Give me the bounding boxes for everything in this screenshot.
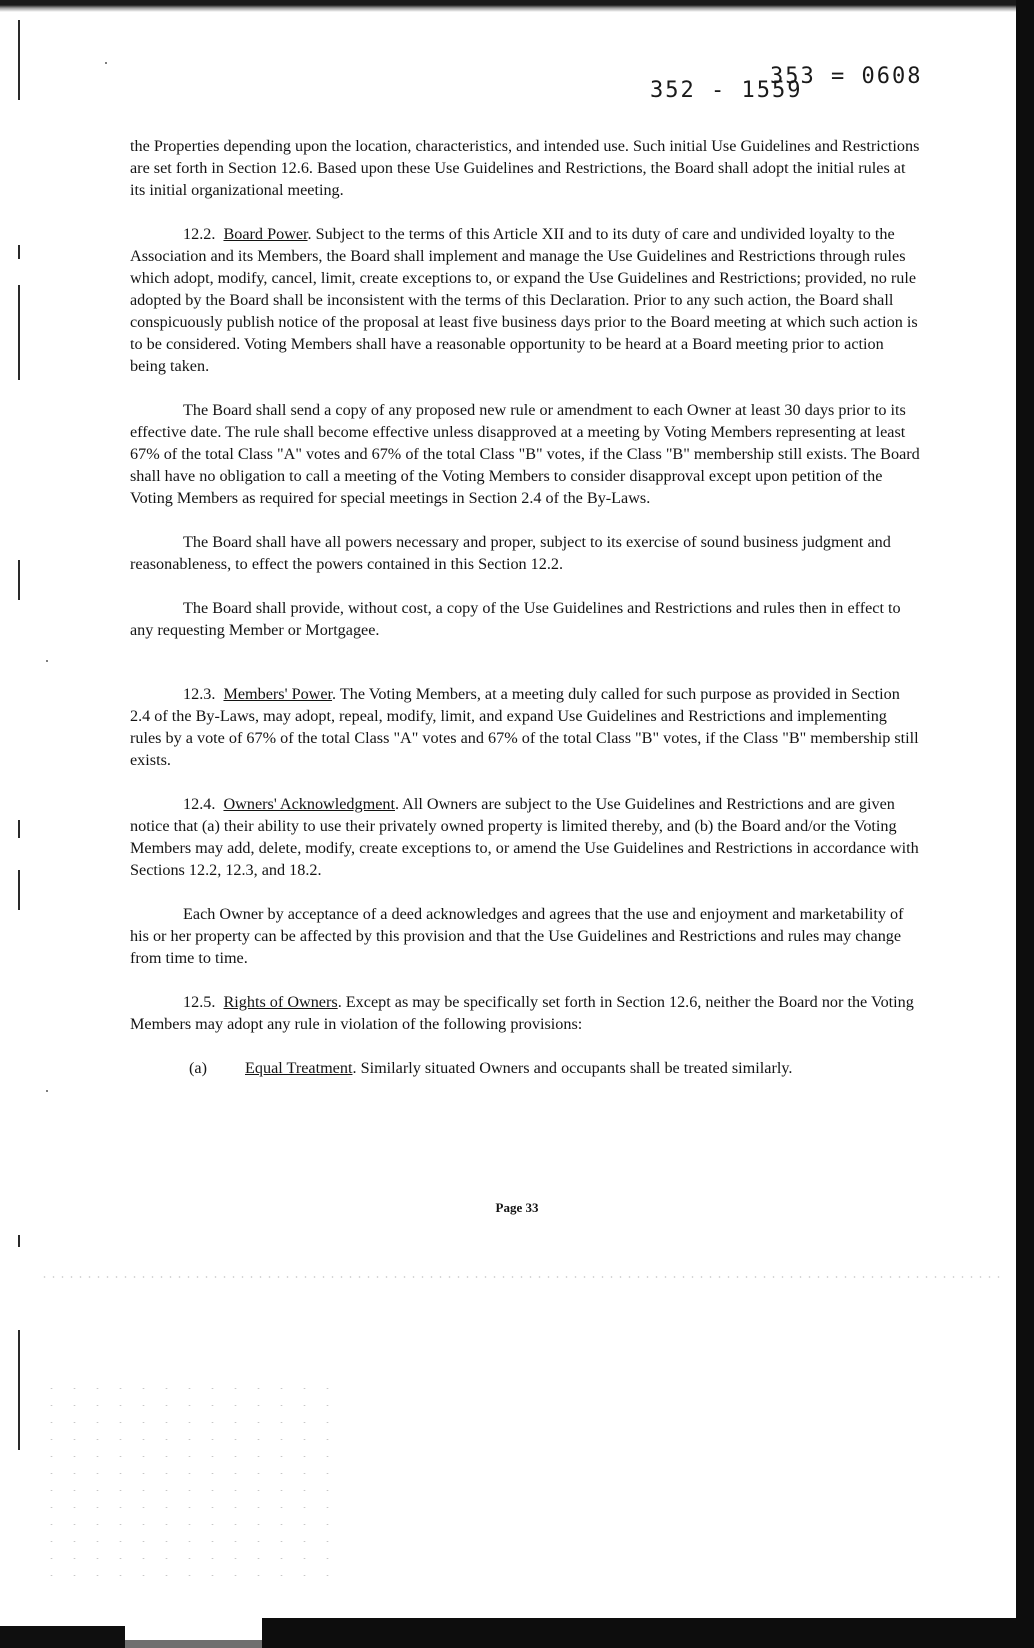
section-number: 12.4. — [183, 795, 216, 813]
scan-left-marks — [18, 0, 30, 1648]
section-number: 12.3. — [183, 685, 216, 703]
section-text: . All Owners are subject to the Use Guidelines and Restrictions and are given notice that (a) their ability to use their privately owned property is limited thereby, and (b) the Board and/or the Voting Members may add, delete, modify, create exceptions to, or amend the Use Guidelines and Restrictions in accordance with Sections 12.2, 12.3, and 18.2. — [130, 795, 919, 879]
scan-noise-area — [40, 1380, 340, 1580]
recording-stamp — [650, 62, 930, 112]
list-item-heading: Equal Treatment — [245, 1059, 353, 1077]
section-12-5 — [130, 991, 920, 1035]
section-number: 12.5. — [183, 993, 216, 1011]
section-number: 12.2. — [183, 225, 216, 243]
list-item-a — [130, 1057, 920, 1079]
section-12-2-paragraph-3: The Board shall have all powers necessary and proper, subject to its exercise of sound business judgment and reasonableness, to effect the powers contained in this Section 12.2. — [130, 533, 891, 573]
intro-paragraph: the Properties depending upon the location, characteristics, and intended use. Such initial Use Guidelines and Restrictions are set forth in Section 12.6. Based upon these Use Guidelines and Restrictions, the Board shall adopt the initial rules at its initial organizational meeting. — [130, 137, 920, 199]
stamp-line-2: 353 = 0608 — [770, 64, 923, 89]
stamp-line-1: 352 - 1559 — [650, 78, 803, 103]
section-12-4 — [130, 793, 920, 881]
section-12-2-paragraph-2: The Board shall send a copy of any proposed new rule or amendment to each Owner at least 30 days prior to its effective date. The rule shall become effective unless disapproved at a meeting by Voting Members representing at least 67% of the total Class "A" votes and 67% of the total Class "B" votes, if the Class "B" membership still exists. The Board shall have no obligation to call a meeting of the Voting Members to consider disapproval except upon petition of the Voting Members as required for special meetings in Section 2.4 of the By-Laws. — [130, 401, 920, 507]
section-heading: Owners' Acknowledgment — [223, 795, 395, 813]
list-item-label: (a) — [189, 1059, 207, 1077]
section-heading: Members' Power — [223, 685, 333, 703]
scan-top-edge — [0, 0, 1034, 12]
page-number: Page 33 — [495, 1200, 539, 1215]
section-text: . The Voting Members, at a meeting duly called for such purpose as provided in Section 2.4 of the By-Laws, may adopt, repeal, modify, limit, and expand Use Guidelines and Restrictions and implementing rules by a vote of 67% of the total Class "A" votes and 67% of the total Class "B" votes, if the Class "B" membership still exists. — [130, 685, 919, 769]
section-text: . Except as may be specifically set forth in Section 12.6, neither the Board nor the Voting Members may adopt any rule in violation of the following provisions: — [130, 993, 914, 1033]
scan-right-edge — [1016, 0, 1034, 1648]
section-heading: Board Power — [223, 225, 308, 243]
section-12-2-paragraph-4: The Board shall provide, without cost, a copy of the Use Guidelines and Restrictions and rules then in effect to any requesting Member or Mortgagee. — [130, 599, 901, 639]
list-item-text — [245, 1057, 792, 1079]
list-item-body: . Similarly situated Owners and occupants shall be treated similarly. — [352, 1059, 793, 1077]
section-text: . Subject to the terms of this Article XII and to its duty of care and undivided loyalty to the Association and its Members, the Board shall implement and manage the Use Guidelines and Restrictions through rules which adopt, modify, cancel, limit, create exceptions to, or expand the Use Guidelines and Restrictions; provided, no rule adopted by the Board shall be inconsistent with the terms of this Declaration. Prior to any such action, the Board shall conspicuously publish notice of the proposal at least five business days prior to the Board meeting at which such action is to be considered. Voting Members shall have a reasonable opportunity to be heard at a Board meeting prior to action being taken. — [130, 225, 918, 375]
section-heading: Rights of Owners — [223, 993, 338, 1011]
scan-bottom-edge — [0, 1618, 1034, 1648]
document-body — [130, 135, 920, 1101]
section-12-2 — [130, 223, 920, 377]
section-12-4-paragraph-2: Each Owner by acceptance of a deed acknowledges and agrees that the use and enjoyment and marketability of his or her property can be affected by this provision and that the Use Guidelines and Restrictions and rules may change from time to time. — [130, 905, 904, 967]
scan-noise-line — [40, 1275, 1000, 1279]
section-12-3 — [130, 683, 920, 771]
